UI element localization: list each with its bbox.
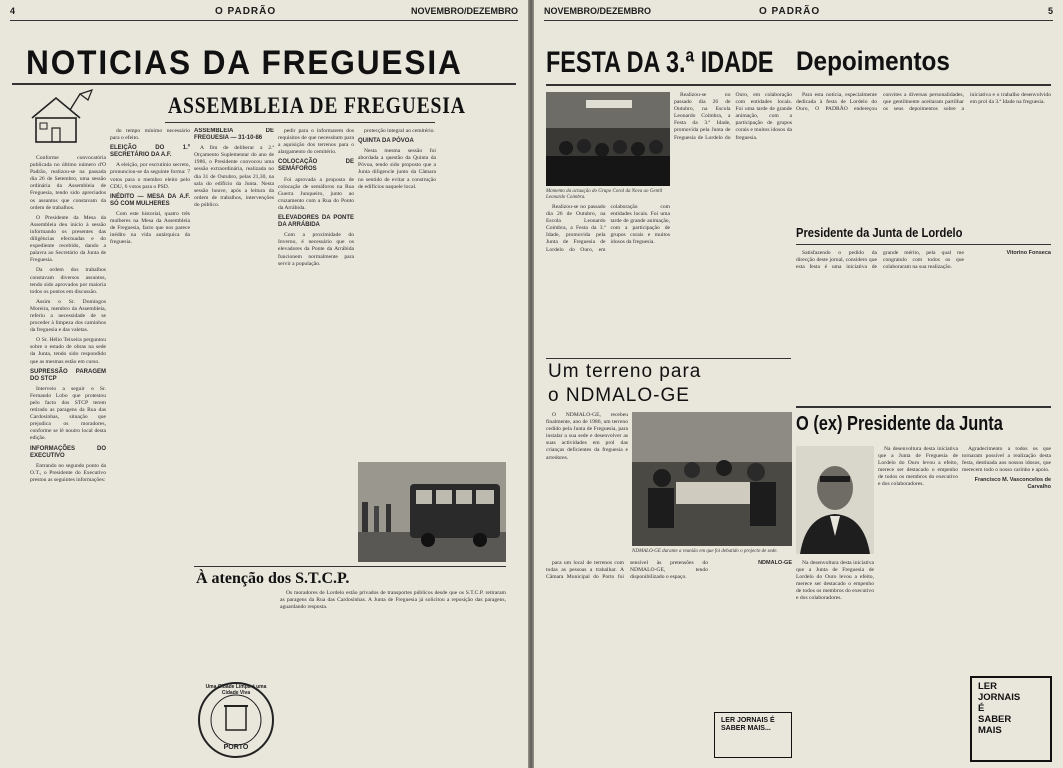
subheading: ELEIÇÃO DO 1.º SECRETÁRIO DA A.F. [110, 145, 190, 159]
ex-presidente-title: O (ex) Presidente da Junta [796, 413, 1003, 435]
terreno-byline: NDMALO-GE [758, 560, 792, 566]
paragraph: Conforme convocatória publicada no último número d'O Padrão, realizou-se na passada dia 26 de Setembro, uma sessão ordinária da Assembleia de Freguesia, tendo sido apreciados os assuntos que constavam da ordem de trabalhos. [30, 155, 106, 211]
paragraph: Interveio a seguir o Sr. Fernando Lobo que protestou pelo facto dos STCP terem retirado as paragens da Rua das Cardosinhas, situação que prejudica os moradores, conforme se lê noutro local desta edição. [30, 385, 106, 442]
bus-photo [358, 462, 506, 562]
ex-presidente-article-cont [962, 446, 1051, 666]
subheading: ASSEMBLEIA DE FREGUESIA — 31-10-86 [194, 128, 274, 142]
depoimentos-title: Depoimentos [796, 46, 950, 76]
stamp-city: PORTO [223, 744, 249, 751]
festa-article [546, 204, 670, 354]
stamp-slogan: Uma Cidade Limpa é uma Cidade Viva [205, 684, 267, 696]
stcp-top-rule [194, 566, 506, 567]
stcp-article [280, 590, 506, 682]
paragraph: Entrando no segundo ponto da O.T., o Presidente do Executivo prestou as seguintes informações: [30, 462, 106, 483]
subheading: INÉDITO — MESA DA A.F. SÓ COM MULHERES [110, 193, 190, 207]
terreno-caption: NDMALO-GE durante a reunião em que foi debatido o projecto de sede. [632, 549, 778, 554]
paragraph: Os moradores de Lordelo estão privados de transportes públicos desde que os S.T.C.P. retiraram as paragens da Rua das Cardosinhas. A Junta de Freguesia já solicitou a reposição das paragens, aguardando resposta. [280, 590, 506, 611]
terreno-article [546, 412, 628, 554]
right-page-number: 5 [1047, 6, 1053, 16]
paragraph: Para esta notícia, especialmente dedicada à festa de Lordelo do Ouro, O PADRÃO endereçou convites a diversas personalidades, que gentilmente aceitaram partilhar os seus depoimentos sobre a iniciativa e o trabalho desenvolvido em prol da 3.ª Idade na freguesia. [796, 92, 1051, 113]
left-date: NOVEMBRO/DEZEMBRO [410, 6, 518, 16]
ex-presidente-rule [796, 406, 1051, 408]
festa-article-cont [674, 92, 792, 354]
portrait-photo [796, 446, 874, 554]
subheadline: ASSEMBLEIA DE FREGUESIA [168, 93, 466, 118]
paragraph: do tempo mínimo necessário para o efeito. [110, 128, 190, 142]
paragraph: A eleição, por escrutínio secreto, pronunciou-se da seguinte forma: 7 votos para o membro eleito pelo CDU, 6 votos para o PSD. [110, 162, 190, 190]
paragraph: Com este historial, quatro três mulheres na Mesa da Assembleia de Freguesia, facto que nos parece inédito na vida autárquica da freguesia. [110, 210, 190, 246]
terreno-photo [632, 412, 792, 546]
right-running-title: O PADRÃO [759, 6, 821, 17]
festa-title: FESTA DA 3.ª IDADE [546, 46, 774, 79]
paragraph: Com a proximidade do Inverno, é necessário que os elevadores da Ponte da Arrábida funcionem normalmente para servir a população. [278, 232, 354, 267]
ex-presidente-article-left [796, 560, 874, 758]
festa-caption: Momento da actuação do Grupo Coral da Nova ao Gentil Leonardo Coimbra. [546, 189, 663, 200]
subheadline-rule [165, 122, 435, 123]
terreno-article-cont [546, 560, 792, 700]
house-illustration [26, 88, 96, 148]
main-headline: NOTICIAS DA FREGUESIA [26, 44, 463, 82]
headline-rule [12, 83, 516, 85]
ler-word: LER [978, 681, 997, 692]
right-date: NOVEMBRO/DEZEMBRO [544, 6, 652, 16]
article-col-2 [110, 128, 190, 758]
paragraph: Satisfazendo o pedido da direcção deste jornal, considero que esta festa é uma iniciativa de grande mérito, pela qual me congratulo com todos os que colaboraram na sua realização. [796, 250, 964, 271]
left-running-header [10, 6, 518, 21]
paragraph: para um local de terrenos com todas as pessoas a trabalhar. A Câmara Municipal do Porto foi sensível às pretensões do NDMALO-GE, tendo disponibilizado o espaço. [546, 560, 708, 581]
left-running-title: O PADRÃO [215, 6, 277, 17]
article-col-3 [194, 128, 274, 553]
depoimentos-article [796, 92, 1051, 208]
ler-word: SABER [978, 713, 1012, 725]
article-col-4 [278, 128, 354, 568]
festa-rule [546, 84, 1051, 86]
stcp-title: À atenção dos S.T.C.P. [196, 570, 350, 587]
paragraph: Agradecimento a todos os que tornaram possível a realização desta festa, destinada aos nossos idosos, que merecem todo o nosso carinho e apoio. [962, 446, 1051, 474]
subheading: QUINTA DA PÓVOA [358, 138, 414, 145]
left-page [0, 0, 528, 768]
paragraph: Assim o Sr. Domingos Moreira, membro da Assembleia, referiu a necessidade de se proceder à limpeza dos caminhos da freguesia e das valetas. [30, 298, 106, 334]
paragraph: Nesta mesma sessão foi abordada a questão da Quinta da Póvoa, tendo sido proposto que a Junta diligencie junto da Câmara no sentido de evitar a construção de edifícios naquele local. [358, 148, 436, 190]
paragraph: Foi aprovada a proposta de colocação de semáforos na Rua Guerra Junqueiro, junto ao cruzamento com a Rua do Ponto da Arrábida. [278, 176, 354, 211]
ex-presidente-article [878, 446, 958, 758]
paragraph: Realizou-se no passado dia 26 de Outubro, na Escola Leonardo Coimbra, a Festa da 3.ª Idade, promovida pela Junta de Freguesia de Lordelo do Ouro, em colaboração com entidades locais. Foi uma tarde de grande animação, com a participação de grupos corais e muitos idosos da freguesia. [546, 204, 670, 253]
subheading: INFORMAÇÕES DO EXECUTIVO [30, 445, 106, 459]
terreno-title-1: Um terreno para [548, 361, 702, 382]
presidente-byline: Vitorino Fonseca [1006, 250, 1051, 256]
subheading: SUPRESSÃO PARAGEM DO STCP [30, 368, 106, 382]
ler-jornais-small: LER JORNAIS É SABER MAIS... [714, 712, 792, 758]
ler-word: JORNAIS [978, 691, 1021, 703]
festa-photo [546, 92, 670, 186]
ler-jornais-box [970, 676, 1052, 762]
paragraph: pedir para o informarem dos requisitos de que necessitam para a aquisição dos terrenos para o alargamento do cemitério. [278, 128, 354, 156]
right-running-header [544, 6, 1053, 21]
presidente-title: Presidente da Junta de Lordelo [796, 225, 963, 240]
paragraph: A fim de deliberar a 2.ª Orçamento Suplementar do ano de 1986, o Presidente convocou uma sessão extraordinária, realizada no dia 31 de Outubro, pelas 21,30, na sala do edifício da Junta. Nesta sessão houve, após a leitura da ordem de trabalhos, intervenções do público. [194, 145, 274, 208]
ler-word: É [978, 702, 985, 714]
terreno-rule [546, 358, 791, 359]
paragraph: Na desenvoltura desta iniciativa que a Junta de Freguesia de Lordelo do Ouro levou a efeito, merece ser destacado o empenho de todos os membros do executivo e dos colaboradores. [796, 560, 874, 602]
paragraph: O Presidente da Mesa da Assembleia deu início à sessão informando os presentes das diligências efectuadas e do expediente recebido, dando a palavra ao Secretário da Junta de Freguesia. [30, 214, 106, 264]
paragraph: O NDMALO-GE, recebeu finalmente, ano de 1986, um terreno cedido pela Junta de Freguesia, para instalar a sua sede e desenvolver as suas actividades em prol das crianças deficientes da freguesia e arredores. [546, 412, 628, 461]
ex-presidente-byline: Francisco M. Vasconcelos de Carvalho [974, 477, 1051, 491]
presidente-rule [796, 244, 1051, 245]
right-page [534, 0, 1063, 768]
left-page-number: 4 [10, 6, 16, 16]
ler-word: MAIS [978, 724, 1002, 736]
paragraph: O Sr. Hélio Teixeira perguntou sobre o estado de obras na sede da Junta, tendo sido respondido que as mesmas estão em curso. [30, 337, 106, 365]
article-col-1 [30, 155, 106, 760]
article-col-5 [358, 128, 436, 458]
subheading: COLOCAÇÃO DE SEMÁFOROS [278, 159, 354, 173]
subheading: ELEVADORES DA PONTE DA ARRÁBIDA [278, 215, 354, 229]
paragraph: Realizou-se no passado dia 26 de Outubro, na Escola Leonardo Coimbra, a Festa da 3.ª Idade, promovida pela Junta de Freguesia de Lordelo do Ouro, em colaboração com entidades locais. Foi uma tarde de grande animação, com a participação de grupos corais e muitos idosos da freguesia. [674, 92, 792, 141]
paragraph: Na desenvoltura desta iniciativa que a Junta de Freguesia de Lordelo do Ouro levou a efeito, merece ser destacado o empenho de todos os membros do executivo e dos colaboradores. [878, 446, 958, 488]
terreno-title-2: o NDMALO-GE [548, 385, 690, 406]
presidente-article [796, 250, 1051, 396]
paragraph: protecção integral ao cemitério. [364, 128, 435, 134]
paragraph: Da ordem dos trabalhos constavam diversos assuntos, tendo sido aprovados por maioria todos os pontos em discussão. [30, 267, 106, 295]
